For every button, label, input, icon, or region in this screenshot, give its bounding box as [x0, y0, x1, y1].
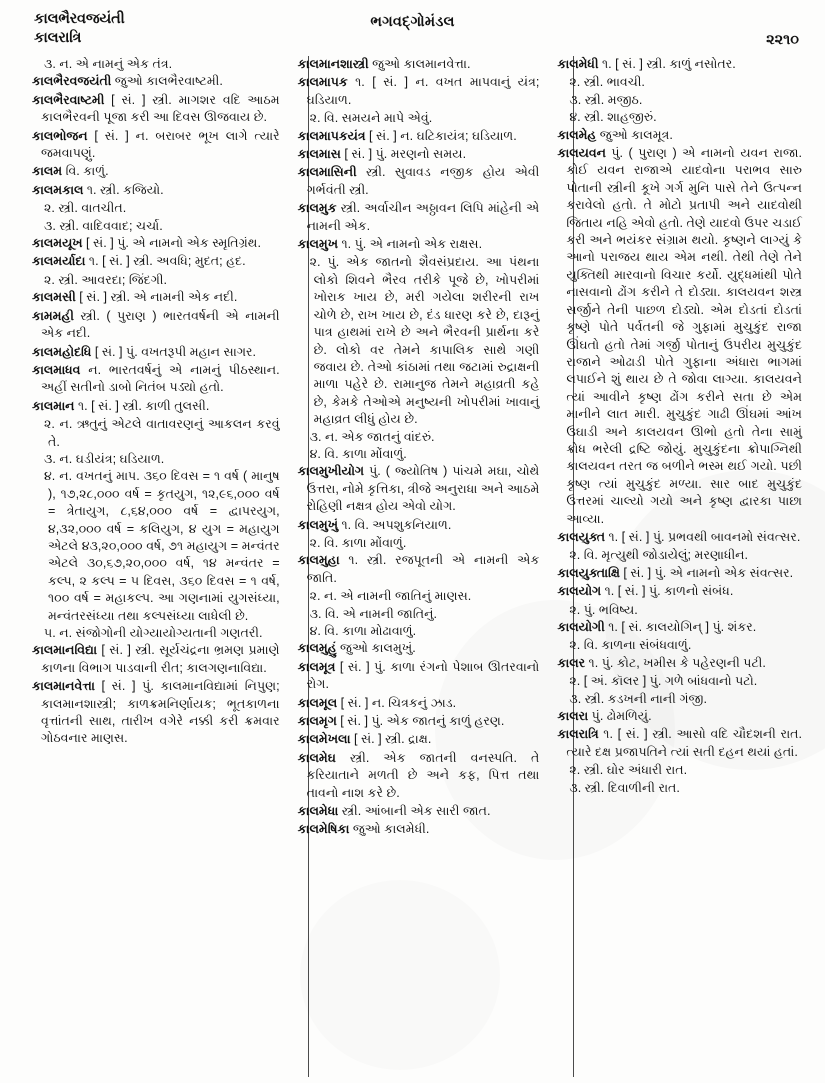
entry-definition: ૧. [ સં. ] સ્ત્રી. કાળી તુલસી.	[74, 398, 210, 413]
entry-headword: કાલમાનવિદ્યા	[32, 643, 97, 658]
dictionary-entry	[32, 182, 280, 199]
entry-definition: વિ. કાળું.	[62, 164, 109, 179]
entry-headword: કાલમેહ	[557, 127, 597, 142]
entry-definition: [ સં. ] પું. કાલમાનવિદ્યામાં નિપુણ; કાલમાનશાસ્ત્રી; કાળક્રમનિર્ણાયક; ભૂતકાળના વૃત્તાંતની સાથ, તારીખ વગેરે નક્કી કરી ક્રમવાર ગોઠવનાર માણસ.	[41, 679, 280, 746]
dictionary-entry	[298, 56, 540, 73]
sense-definition: ૨. વિ. મૃત્યુથી જોડાયેલું; મરણાધીન.	[569, 548, 749, 563]
entry-headword: કાલયોગ	[557, 584, 602, 599]
column-2	[289, 56, 549, 1077]
entry-definition: ન. ભારતવર્ષનું એ નામનું પીઠસ્થાન. અહીં સતીનો ડાબો નિતંબ પડ્યો હતો.	[41, 362, 280, 395]
sense-definition: ૪. વિ. કાળા મોંવાળું.	[309, 446, 407, 461]
sense-definition: ૨. પું. ભવિષ્ય.	[569, 602, 638, 617]
dictionary-entry	[298, 695, 540, 712]
entry-headword: કાલભૈરવાષ્ટમી	[32, 92, 105, 107]
entry-headword: કાલમકાલ	[32, 182, 84, 197]
dictionary-sense	[298, 588, 540, 605]
dictionary-sense	[32, 56, 280, 73]
dictionary-entry	[557, 583, 802, 600]
dictionary-sense	[298, 623, 540, 640]
entry-definition: ૧. [ સં. ] સ્ત્રી. કાળું નસોતર.	[598, 57, 736, 71]
dictionary-entry	[298, 803, 540, 820]
entry-definition: પું. ( પુરાણ ) એ નામનો યવન રાજા. કોઈ યવન રાજાએ યાદવોના પરાભવ સારુ પોતાની સ્ત્રીની કૂખે ગર્ગ મુનિ પાસે તેને ઉત્પન્ન કરાવેલો હતો. તે મોટો પ્રતાપી અને યાદવોથી જિતાય નહિ એવો હતો. તેણે યાદવો ઉપર ચડાઈ કરી અને ભયંકર સંગ્રામ થયો. કૃષ્ણને લાગ્યું કે આનો પરાજય થાય એમ નથી. તેથી તેણે તેને યુક્તિથી મારવાનો વિચાર કર્યો. યુદ્ધમાંથી પોતે નાસવાનો ઢોંગ કરીને તે દોડ્યા. કાલયવન શસ્ત્ર સર્જીને તેની પાછળ દોડ્યો. એમ દોડતાં દોડતાં કૃષ્ણે પોતે પર્વતની જે ગુફામાં મુચુકુંદ રાજા ઊંઘતો હતો તેમાં ગર્જી પોતાનું ઉપરીય મુચુકુંદ રાજાને ઓઢાડી પોતે ગુફાના અંધારા ભાગમાં લપાઈને શું થાય છે તે જોવા લાગ્યા. કાલયવને ત્યાં આવીને કૃષ્ણ ઢોંગ કરીને સતા છે એમ માનીને લાત મારી. મુચુકુંદ ગાઢી ઊંઘમાં આંખ ઉઘાડી અને કાલયવન ઊભો હતો તેના સામું ક્રોધ ભરેલી દ્રષ્ટિ જોયું. મુચુકુંદના ક્રોપાગ્નિથી કાલયવન તરત જ બળીને ભસ્મ થઈ ગયો. પછી કૃષ્ણ ત્યાં મુચુકુંદ મળ્યા. સાર બાદ મુચુકુંદ ઉત્તરમાં ચાલ્યો ગયો અને કૃષ્ણ દ્વારકા પાછા આવ્યા.	[566, 146, 803, 526]
sense-definition: ૪. સ્ત્રી. શાહજીરું.	[569, 110, 657, 125]
sense-definition: ૫. ન. સંજોગોની યોગ્યાયોગ્યતાની ગણતરી.	[44, 626, 263, 640]
dictionary-sense	[557, 762, 802, 779]
running-head	[0, 8, 825, 56]
entry-definition: પું. ( જ્યોતિષ ) પાંચમે મઘા, ચોથે ઉત્તરા, નોમે કૃત્તિકા, ત્રીજે અનુરાધા અને આઠમે રોહિણી નક્ષત્ર હોય એવો યોગ.	[306, 464, 540, 514]
dictionary-entry	[298, 713, 540, 730]
entry-definition: [ સં. ] પું. કાળા રંગનો પેશાબ ઊતરવાનો રોગ.	[306, 659, 540, 692]
entry-headword: કાલમાસિની	[297, 165, 357, 180]
entry-headword: કાલભૈરવજયંતી	[32, 74, 112, 89]
dictionary-entry	[32, 73, 280, 90]
dictionary-sense	[298, 429, 540, 446]
entry-headword: કાલયવન	[557, 146, 606, 161]
dictionary-sense	[32, 272, 280, 289]
dictionary-entry	[298, 731, 540, 748]
dictionary-sense	[557, 74, 802, 91]
dictionary-sense	[32, 218, 280, 235]
running-head-title: ભગવદ્ગોમંડલ	[370, 14, 455, 30]
dictionary-entry	[32, 289, 280, 306]
dictionary-entry	[298, 146, 540, 163]
sense-definition: ૨. પું. એક જાતનો શૈવસંપ્રદાય. આ પંથના લોકો શિવને ભૈરવ તરીકે પૂજે છે, ખોપરીમાં ખોરાક ખાય છે, મરી ગયેલા શરીરની રાખ ચોળે છે, રાખ ખાય છે, દંડ ધારણ કરે છે, દારૂનું પાત્ર હાથમાં રાખે છે અને ભૈરવની પ્રાર્થના કરે છે. લોકો વર તેમને કાપાલિક સાથે ગણી જવાય છે. તેઓ કાંઠામાં તથા જટામાં રુદ્રાક્ષની માળા પહેરે છે. રામાનુજ તેમને મહાવ્રતી કહે છે, કેમકે તેઓએ મનુષ્યની ખોપરીમાં ખાવાનું મહાવ્રત લીધું હોય છે.	[309, 255, 540, 427]
dictionary-entry	[298, 74, 540, 109]
sense-definition: ૨. ન. ઋતુનું એટલે વાતાવરણનું આકલન કરવું તે.	[44, 417, 280, 449]
entry-headword: કાલમાનવેત્તા	[32, 679, 95, 694]
entry-definition: જુઓ કાલમુખું.	[336, 641, 416, 656]
dictionary-sense	[557, 602, 802, 619]
entry-definition: સ્ત્રી. આંબાની એક સારી જાત.	[338, 804, 491, 819]
entry-definition: [ સં. ] ન. ચિત્રકનું ઝાડ.	[337, 695, 457, 710]
entry-definition: ૧. [ સં. ] પું. પ્રભવથી બાવનમો સંવત્સર.	[604, 529, 801, 544]
running-head-left-line1: કાલભૈરવજયંતી	[34, 11, 125, 27]
dictionary-sense	[557, 92, 802, 109]
sense-definition: ૩. ન. એ નામનું એક તંત્ર.	[44, 57, 173, 71]
dictionary-entry	[32, 128, 280, 163]
entry-definition: ૧. [ સં. ] ન. વખત માપવાનું યંત્ર; ઘડિયાળ.	[306, 75, 540, 107]
entry-headword: કાલમાપકયંત્ર	[297, 128, 366, 143]
sense-definition: ૨. સ્ત્રી. ઘોર અંધારી રાત.	[569, 763, 688, 778]
column-container	[18, 56, 811, 1077]
entry-headword: કાલમસી	[32, 290, 76, 305]
entry-definition: ૧. પું. એ નામનો એક રાક્ષસ.	[337, 237, 483, 252]
entry-headword: કાલમૂત્ર	[297, 659, 336, 674]
entry-definition: [ સં. ] પું. એ નામનો એક સંવત્સર.	[619, 565, 794, 580]
entry-definition: સ્ત્રી. ( પુરાણ ) ભારતવર્ષની એ નામની એક નદી.	[41, 308, 280, 341]
entry-headword: કાલમાસ	[297, 147, 341, 162]
entry-definition: જુઓ કાલભૈરવાષ્ટમી.	[111, 74, 223, 89]
entry-definition: ૧. સ્ત્રી. કજિયો.	[83, 182, 164, 197]
dictionary-entry	[298, 236, 540, 253]
dictionary-sense	[298, 606, 540, 623]
entry-definition: [ સં. ] પું. એ નામનો એક સ્મૃતિગ્રંથ.	[82, 236, 261, 251]
dictionary-entry	[32, 253, 280, 270]
entry-headword: કાલયુક્તાક્ષિ	[557, 565, 620, 580]
entry-headword: કાલમુહું	[297, 641, 337, 656]
entry-headword: કાલમુખીયોગ	[297, 464, 365, 479]
dictionary-sense	[298, 535, 540, 552]
entry-definition: [ સં. ] સ્ત્રી. એ નામની એક નદી.	[75, 290, 238, 305]
entry-definition: [ સં. ] સ્ત્રી. માગશર વદિ આઠમ કાલભૈરવની પૂજા કરી આ દિવસ ઊજવાય છે.	[41, 92, 280, 125]
entry-headword: કાલરા	[557, 709, 589, 724]
entry-headword: કાલયોગી	[557, 620, 605, 634]
dictionary-entry	[298, 640, 540, 657]
sense-definition: ૪. ન. વખતનું માપ. ૩૬૦ દિવસ = ૧ વર્ષ ( માનુષ ), ૧૭,૨૮,૦૦૦ વર્ષ = કૃતયુગ, ૧૨,૯૬,૦૦૦ વર્ષ = ત્રેતાયુગ, ૮,૬૪,૦૦૦ વર્ષ = દ્વાપરયુગ, ૪,૩૨,૦૦૦ વર્ષ = કલિયુગ, ૪ યુગ = મહાયુગ એટલે ૪૩,૨૦,૦૦૦ વર્ષ, ૭૧ મહાયુગ = મન્વંતર એટલે ૩૦,૬૭,૨૦,૦૦૦ વર્ષ, ૧૪ મન્વંતર = કલ્પ, ૨ કલ્પ = ૫ દિવસ, ૩૬૦ દિવસ = ૧ વર્ષ, ૧૦૦ વર્ષ = મહાકલ્પ. આ ગણનામાં યુગસંધ્યા, મન્વંતરસંધ્યા તથા કલ્પસંધ્યા લાધેલી છે.	[44, 469, 280, 623]
entry-headword: કાલમેધી	[557, 57, 599, 71]
entry-headword: કાલમેષિકા	[297, 822, 350, 837]
dictionary-entry	[557, 726, 802, 761]
entry-definition: જુઓ કાલમાનવેત્તા.	[368, 57, 471, 71]
entry-definition: [ સં. ] પું. એક જાતનું કાળું હરણ.	[336, 714, 505, 729]
entry-definition: [ સં. ] ન. બરાબર ભૂખ લાગે ત્યારે જમવાપણું.	[41, 128, 280, 161]
dictionary-sense	[32, 200, 280, 217]
entry-headword: કાલરાત્રિ	[557, 727, 599, 742]
dictionary-sense	[32, 625, 280, 642]
dictionary-sense	[557, 673, 802, 690]
dictionary-entry	[32, 344, 280, 361]
entry-headword: કાલર	[557, 655, 586, 670]
dictionary-entry	[298, 821, 540, 838]
sense-definition: ૩. ન. ઘડીયંત્ર; ઘડિયાળ.	[44, 451, 165, 466]
dictionary-entry	[298, 517, 540, 534]
entry-headword: કાલમેધા	[297, 804, 339, 819]
dictionary-entry	[557, 145, 802, 528]
sense-definition: ૩. ન. એક જાતનું વાંદરું.	[309, 429, 435, 444]
sense-definition: ૩. વિ. એ નામની જાતિનું.	[309, 606, 437, 621]
entry-definition: ૧. [ સં. ] સ્ત્રી. અવધિ; મુદત; હદ.	[85, 254, 246, 269]
sense-definition: ૨. ન. એ નામની જાતિનું માણસ.	[309, 589, 472, 604]
sense-definition: ૨. સ્ત્રી. આવરદા; જિંદગી.	[44, 272, 167, 287]
dictionary-sense	[557, 547, 802, 564]
dictionary-entry	[32, 235, 280, 252]
dictionary-entry	[32, 308, 280, 343]
entry-definition: [ સં. ] સ્ત્રી. સૂર્યચંદ્રના ભ્રમણ પ્રમાણે કાળના વિભાગ પાડવાની રીત; કાલગણનાવિદ્યા.	[41, 643, 280, 675]
entry-headword: કાલમુખ	[297, 237, 338, 252]
entry-headword: કાલમુહા	[297, 553, 340, 568]
entry-headword: કાલમુક	[297, 201, 337, 216]
sense-definition: ૨. [ અં. કૉલર ] પું. ગળે બાંધવાનો પટો.	[569, 674, 758, 689]
sense-definition: ૩. સ્ત્રી. કડખની નાની ગંજી.	[569, 691, 707, 706]
entry-headword: કાલમાપક	[297, 75, 348, 90]
dictionary-entry	[32, 92, 280, 127]
dictionary-entry	[32, 362, 280, 397]
dictionary-sense	[557, 691, 802, 708]
sense-definition: ૩. સ્ત્રી. દિવાળીની રાત.	[569, 780, 680, 795]
dictionary-entry	[298, 128, 540, 145]
entry-headword: કામમહી	[32, 308, 74, 323]
entry-definition: ૧. વિ. અપશુકનિયાળ.	[337, 517, 452, 532]
entry-headword: કાલમુખું	[297, 517, 338, 532]
dictionary-entry	[298, 552, 540, 587]
dictionary-entry	[32, 163, 280, 180]
dictionary-sense	[298, 446, 540, 463]
entry-definition: [ સં. ] પું. મરણનો સમય.	[340, 147, 467, 162]
sense-definition: ૩. સ્ત્રી. વાદિવવાદ; ચર્ચા.	[44, 218, 163, 233]
entry-headword: કાલમર્યાદા	[32, 254, 86, 269]
dictionary-entry	[298, 659, 540, 694]
sense-definition: ૨. સ્ત્રી. ભાવચી.	[569, 75, 645, 90]
entry-definition: [ સં. ] પું. વખતરૂપી મહાન સાગર.	[91, 344, 257, 359]
entry-headword: કાલમ	[32, 164, 63, 179]
dictionary-entry	[557, 56, 802, 73]
entry-headword: કાલમાન	[32, 398, 75, 413]
dictionary-entry	[298, 463, 540, 515]
dictionary-sense	[557, 109, 802, 126]
dictionary-sense	[557, 637, 802, 654]
dictionary-entry	[298, 164, 540, 199]
dictionary-entry	[298, 200, 540, 235]
sense-definition: ૨. વિ. કાળના સંબંધવાળું.	[569, 638, 692, 653]
entry-headword: કાલમાનશાસ્ત્રી	[297, 57, 369, 71]
entry-definition: [ સં. ] ન. ઘટિકાયંત્ર; ઘડિયાળ.	[365, 128, 517, 143]
entry-definition: ૧. [ સં. ] પું. કાળનો સંબંધ.	[601, 584, 734, 599]
dictionary-entry	[557, 619, 802, 636]
entry-definition: જુઓ કાલમેધી.	[349, 822, 430, 837]
dictionary-entry	[557, 565, 802, 582]
entry-headword: કાલમહોદધિ	[32, 344, 92, 359]
entry-headword: કાલમાધવ	[32, 362, 81, 377]
dictionary-entry	[557, 529, 802, 546]
dictionary-sense	[298, 110, 540, 127]
entry-headword: કાલમયૂખ	[32, 236, 83, 251]
sense-definition: ૩. સ્ત્રી. મજીઠ.	[569, 92, 643, 107]
page-number: ૨૨૧૦	[766, 32, 799, 48]
running-head-left-line2: કાલરાત્રિ	[34, 30, 82, 46]
dictionary-entry	[32, 678, 280, 748]
sense-definition: ૨. વિ. કાળા મોંવાળું.	[309, 535, 407, 550]
entry-definition: ૧. સ્ત્રી. રજપૂતની એ નામની એક જાતિ.	[306, 553, 540, 585]
entry-definition: ૧. પું. કોટ, ખમીસ કે પહેરણની પટી.	[585, 655, 766, 670]
entry-definition: ૧. [ સં. ] સ્ત્રી. આસો વદિ ચૌદશની રાત. ત્યારે દક્ષ પ્રજાપતિને ત્યાં સતી દહન થયાં હતાં.	[566, 727, 803, 759]
dictionary-sense	[557, 780, 802, 797]
entry-definition: [ સં. ] સ્ત્રી. દ્રાક્ષ.	[350, 732, 432, 747]
entry-headword: કાલમેઘ	[297, 750, 336, 765]
dictionary-sense	[32, 468, 280, 625]
dictionary-entry	[557, 127, 802, 144]
column-3	[548, 56, 811, 1077]
entry-headword: કાલમેખલા	[297, 732, 351, 747]
dictionary-sense	[298, 254, 540, 428]
dictionary-entry	[557, 708, 802, 725]
sense-definition: ૪. વિ. કાળા મોઢાવાળું.	[309, 624, 417, 638]
entry-definition: ૧. [ સં. કાલયોગિન્ ] પું. શંકર.	[604, 620, 757, 634]
dictionary-entry	[298, 750, 540, 802]
entry-definition: સ્ત્રી. સુવાવડ નજીક હોય એવી ગર્ભવંતી સ્ત્રી.	[306, 165, 540, 197]
entry-definition: જુઓ કાલમૂત્ર.	[596, 127, 673, 142]
column-1	[18, 56, 289, 1077]
dictionary-sense	[32, 416, 280, 451]
entry-definition: સ્ત્રી. અર્વાચીન અઠ્ઠાવન લિપિ માંહેની એ નામની એક.	[306, 201, 540, 233]
entry-headword: કાલયુક્ત	[557, 529, 605, 544]
entry-headword: કાલભોજન	[32, 128, 88, 143]
sense-definition: ૨. વિ. સમયને માપે એવું.	[309, 111, 433, 126]
dictionary-entry	[32, 642, 280, 677]
entry-headword: કાલમૂલ	[297, 695, 338, 710]
entry-definition: પું. ઢોમળિયું.	[588, 709, 652, 724]
entry-headword: કાલમૃગ	[297, 714, 337, 729]
dictionary-entry	[32, 398, 280, 415]
dictionary-entry	[557, 655, 802, 672]
entry-definition: સ્ત્રી. એક જાતની વનસ્પતિ. તે કરિયાતાને મળતી છે અને કફ, પિત્ત તથા તાવનો નાશ કરે છે.	[306, 750, 540, 800]
sense-definition: ૨. સ્ત્રી. વાતચીત.	[44, 201, 127, 216]
dictionary-sense	[32, 451, 280, 468]
